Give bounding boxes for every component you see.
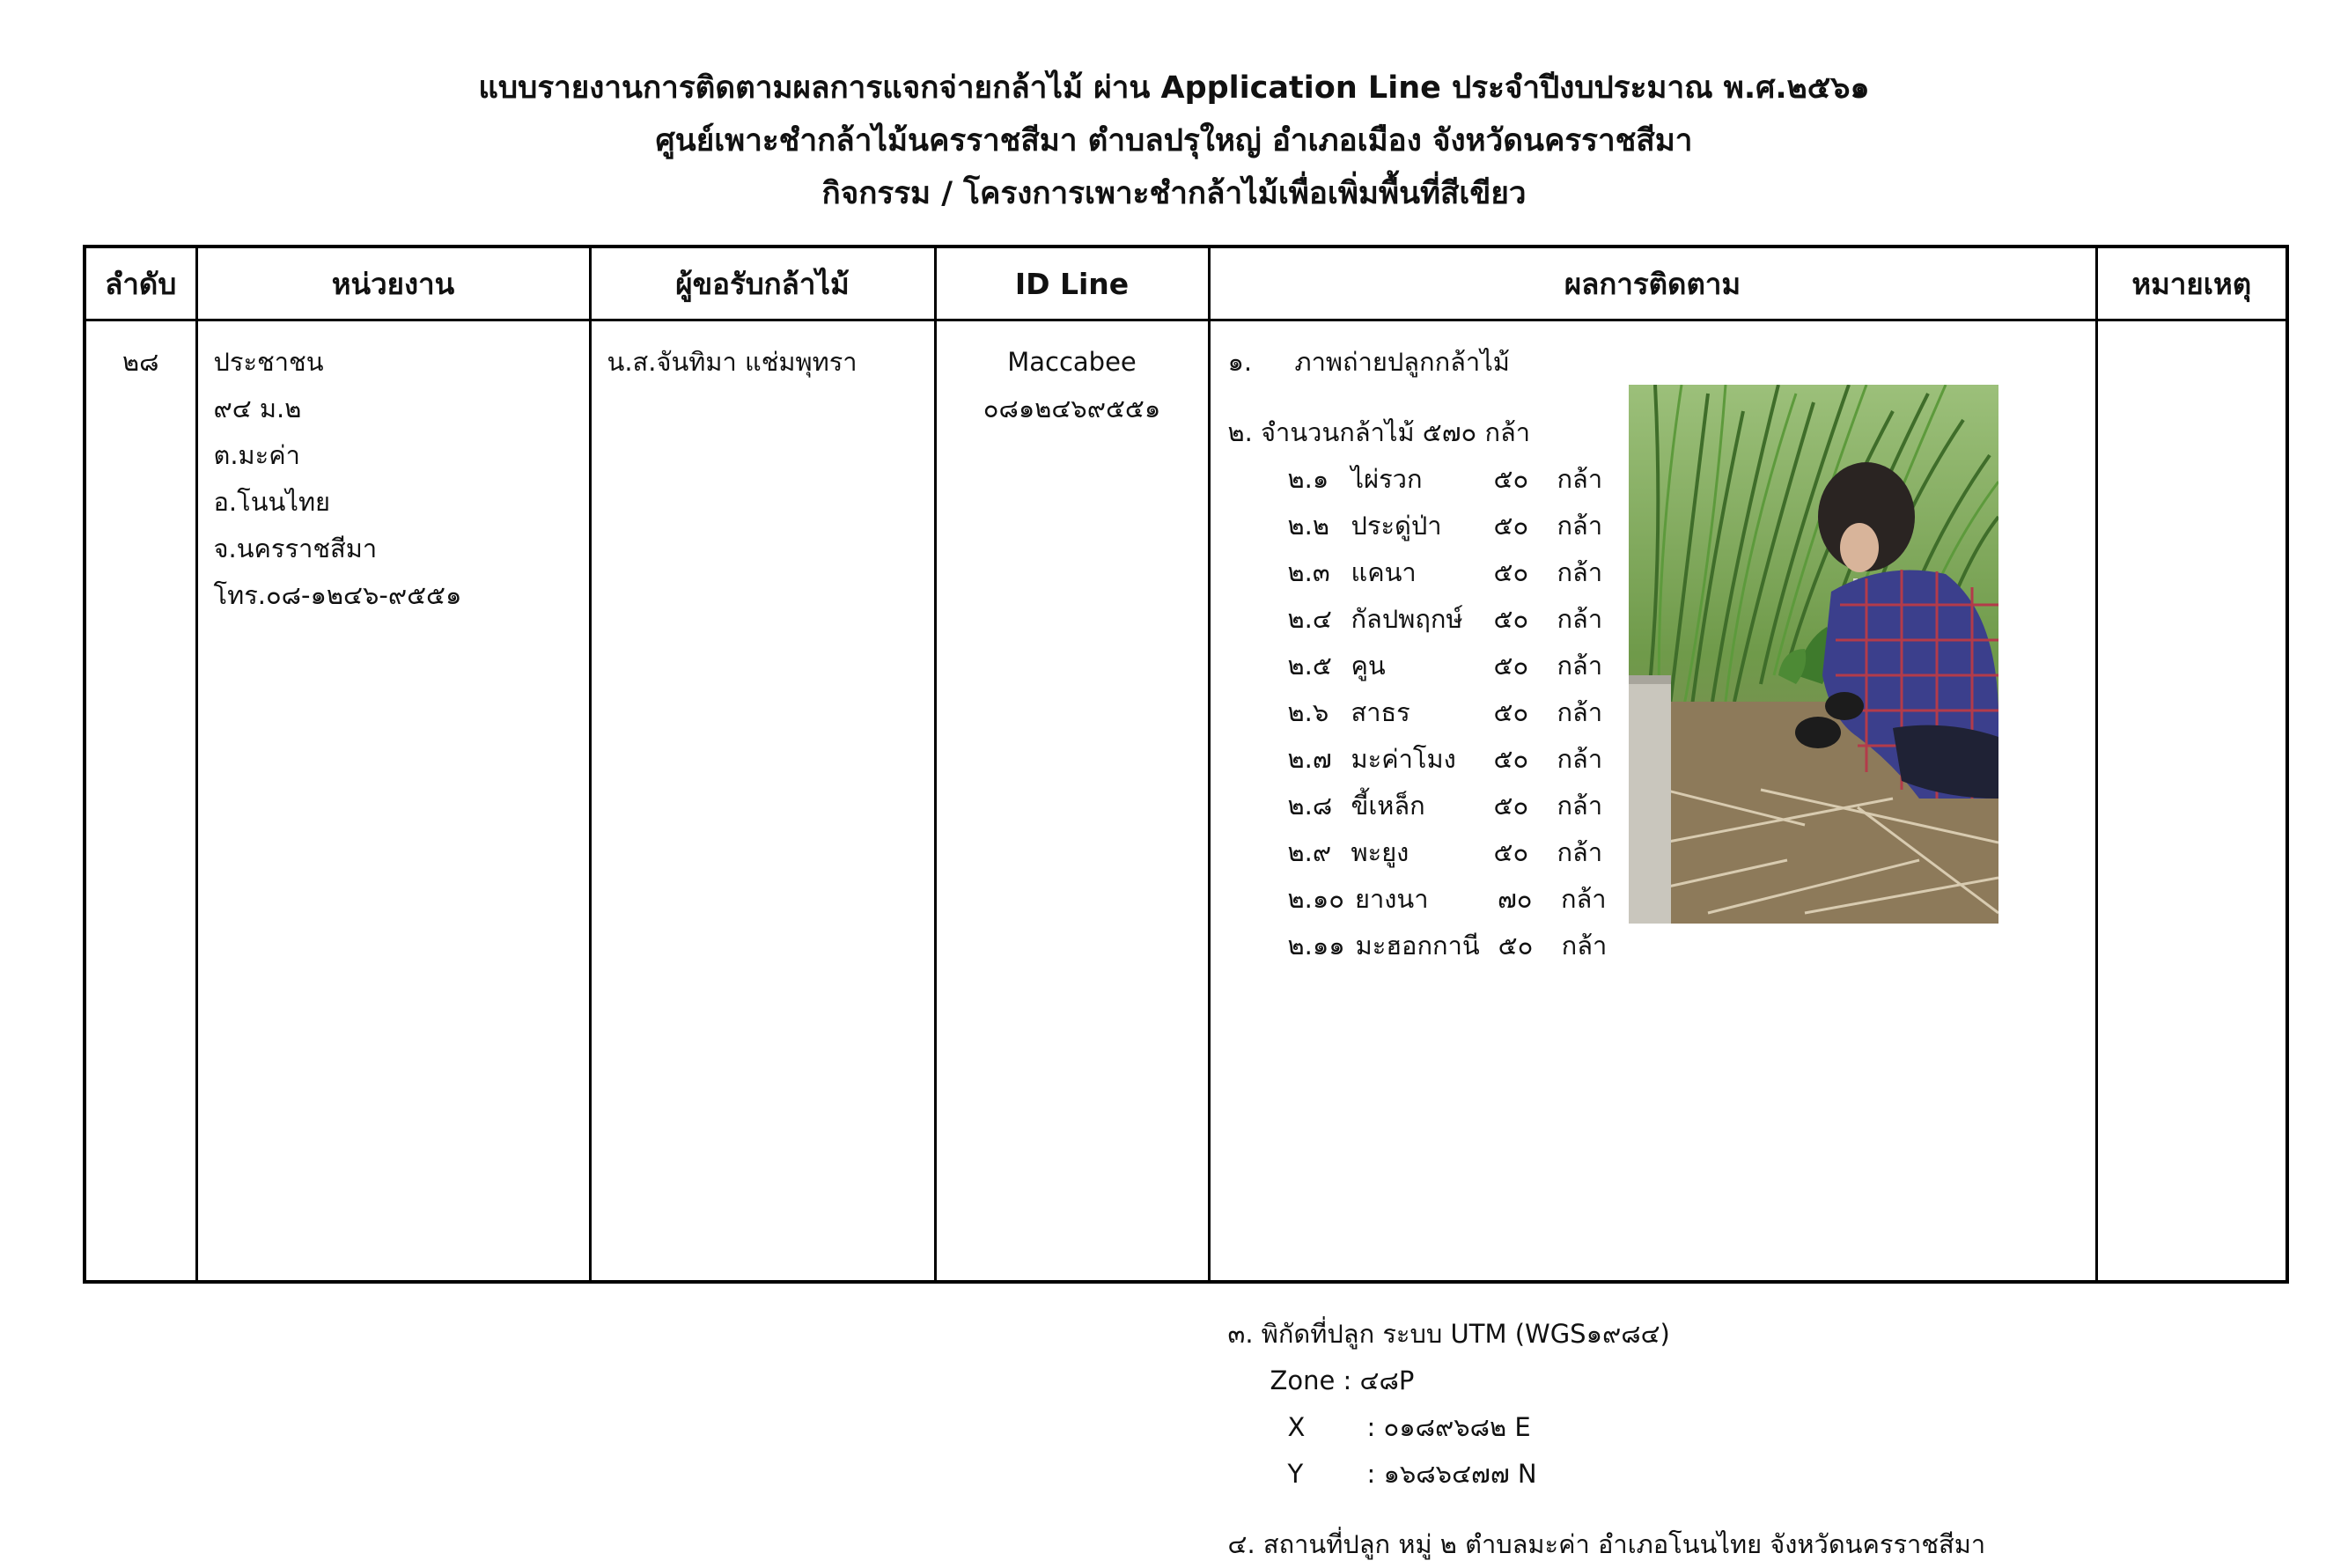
seedling-code: ๒.๗ xyxy=(1287,744,1332,774)
coord-x-value: : ๐๑๘๙๖๘๒ E xyxy=(1366,1412,1531,1442)
seedling-code: ๒.๔ xyxy=(1287,604,1332,634)
planting-photo xyxy=(1629,385,1998,924)
seedling-qty: ๕๐ xyxy=(1498,931,1534,961)
seedling-qty: ๕๐ xyxy=(1493,651,1529,681)
seedling-qty: ๗๐ xyxy=(1497,884,1533,914)
seedling-qty: ๕๐ xyxy=(1493,557,1529,587)
seedling-qty: ๕๐ xyxy=(1493,604,1529,634)
seedling-unit: กล้า xyxy=(1557,837,1603,867)
seedling-code: ๒.๖ xyxy=(1287,697,1329,727)
cell-agency xyxy=(196,320,590,1283)
agency-line: ๙๔ ม.๒ xyxy=(213,394,302,423)
agency-line: ประชาชน xyxy=(213,347,324,377)
seedling-name: กัลปพฤกษ์ xyxy=(1351,604,1463,634)
cell-seq xyxy=(85,320,196,1283)
document-header xyxy=(0,62,2348,220)
seedling-item xyxy=(1211,503,1608,549)
result-content xyxy=(1211,321,2095,1559)
agency-line: จ.นครราชสีมา xyxy=(213,534,378,563)
header-remark: หมายเหตุ xyxy=(2096,247,2287,320)
header-result: ผลการติดตาม xyxy=(1209,247,2096,320)
center-name: ศูนย์เพาะชำกล้าไม้นครราชสีมา ตำบลปรุใหญ่ อำเภอเมือง จังหวัดนครราชสีมา xyxy=(655,123,1693,158)
idline-phone: ๐๘๑๒๔๖๙๕๕๑ xyxy=(983,394,1161,423)
seedling-name: ประดู่ป่า xyxy=(1351,511,1442,541)
seedling-code: ๒.๒ xyxy=(1287,511,1329,541)
agency-line: ต.มะค่า xyxy=(213,440,300,470)
seedling-qty: ๕๐ xyxy=(1493,791,1529,821)
seedling-item xyxy=(1211,783,1608,829)
project-name: กิจกรรม / โครงการเพาะชำกล้าไม้เพื่อเพิ่มพื้นที่สีเขียว xyxy=(821,176,1527,211)
table-header-row xyxy=(85,247,2287,320)
report-table xyxy=(83,245,2289,1559)
seedling-qty: ๕๐ xyxy=(1493,464,1529,494)
coord-y-key: Y xyxy=(1287,1459,1304,1489)
seedling-name: ไผ่รวก xyxy=(1351,464,1423,494)
recipient-name: น.ส.จันทิมา แช่มพุทรา xyxy=(607,347,857,377)
seedling-unit: กล้า xyxy=(1557,791,1603,821)
agency-phone: โทร.๐๘-๑๒๔๖-๙๕๕๑ xyxy=(213,580,462,610)
seedling-name: ยางนา xyxy=(1354,884,1429,914)
seedling-code: ๒.๘ xyxy=(1287,791,1333,821)
coord-x-key: X xyxy=(1287,1412,1306,1442)
item-number: ๑. xyxy=(1227,347,1253,377)
seedling-name: มะฮอกกานี xyxy=(1355,931,1480,961)
seedling-item xyxy=(1211,643,1608,689)
seedling-item xyxy=(1211,736,1608,783)
seedling-item xyxy=(1211,456,1608,503)
cell-recipient xyxy=(590,320,935,1283)
seedling-name: สาธร xyxy=(1351,697,1410,727)
seedling-unit: กล้า xyxy=(1557,604,1603,634)
seedling-name: ขี้เหล็ก xyxy=(1351,791,1425,821)
result-item-4: ๔. สถานที่ปลูก หมู่ ๒ ตำบลมะค่า อำเภอโนนไทย จังหวัดนครราชสีมา xyxy=(1227,1529,1986,1559)
seedling-list xyxy=(1211,456,1608,969)
item-text: ภาพถ่ายปลูกกล้าไม้ xyxy=(1294,347,1510,377)
header-idline: ID Line xyxy=(935,247,1209,320)
seedling-qty: ๕๐ xyxy=(1493,697,1529,727)
coord-zone: Zone : ๔๘P xyxy=(1270,1366,1415,1395)
seedling-qty: ๕๐ xyxy=(1493,837,1529,867)
seedling-unit: กล้า xyxy=(1557,464,1603,494)
seedling-qty: ๕๐ xyxy=(1493,511,1529,541)
seedling-unit: กล้า xyxy=(1557,744,1603,774)
coord-y xyxy=(1211,1451,1670,1498)
seedling-item xyxy=(1211,596,1608,643)
header-recipient: ผู้ขอรับกล้าไม้ xyxy=(590,247,935,320)
seedling-item xyxy=(1211,876,1608,923)
seedling-name: พะยูง xyxy=(1351,837,1410,867)
seedling-item xyxy=(1211,923,1608,969)
table-row xyxy=(85,320,2287,1283)
seedling-code: ๒.๑๐ xyxy=(1287,884,1344,914)
cell-idline xyxy=(935,320,1209,1283)
cell-remark xyxy=(2096,320,2287,1283)
coord-x xyxy=(1211,1404,1670,1451)
idline-name: Maccabee xyxy=(1007,347,1137,377)
seedling-unit: กล้า xyxy=(1557,697,1603,727)
seedling-item xyxy=(1211,689,1608,736)
header-agency: หน่วยงาน xyxy=(196,247,590,320)
seedling-unit: กล้า xyxy=(1557,511,1603,541)
seedling-name: แคนา xyxy=(1351,557,1417,587)
report-title: แบบรายงานการติดตามผลการแจกจ่ายกล้าไม้ ผ่าน Application Line ประจำปีงบประมาณ พ.ศ.๒๕๖๑ xyxy=(478,70,1870,106)
seedling-code: ๒.๓ xyxy=(1287,557,1330,587)
seedling-unit: กล้า xyxy=(1557,651,1603,681)
agency-line: อ.โนนไทย xyxy=(213,487,331,517)
seedling-unit: กล้า xyxy=(1560,884,1607,914)
coord-system: ๓. พิกัดที่ปลูก ระบบ UTM (WGS๑๙๘๔) xyxy=(1227,1319,1670,1349)
seedling-code: ๒.๕ xyxy=(1287,651,1332,681)
seedling-item xyxy=(1211,829,1608,876)
result-item-2 xyxy=(1211,409,1608,969)
seedling-code: ๒.๙ xyxy=(1287,837,1332,867)
seq-number: ๒๘ xyxy=(122,347,159,377)
seedling-item xyxy=(1211,549,1608,596)
coord-y-value: : ๑๖๘๖๔๗๗ N xyxy=(1366,1459,1537,1489)
seedling-name: คูน xyxy=(1351,651,1386,681)
result-item-3 xyxy=(1211,1311,1670,1498)
seedling-code: ๒.๑ xyxy=(1287,464,1329,494)
seedling-name: มะค่าโมง xyxy=(1351,744,1456,774)
header-seq: ลำดับ xyxy=(85,247,196,320)
seedling-code: ๒.๑๑ xyxy=(1287,931,1345,961)
seedling-total: ๒. จำนวนกล้าไม้ ๕๗๐ กล้า xyxy=(1227,417,1531,447)
seedling-unit: กล้า xyxy=(1557,557,1603,587)
result-item-1 xyxy=(1228,339,1510,386)
cell-result xyxy=(1209,320,2096,1559)
seedling-qty: ๕๐ xyxy=(1493,744,1529,774)
seedling-unit: กล้า xyxy=(1561,931,1608,961)
